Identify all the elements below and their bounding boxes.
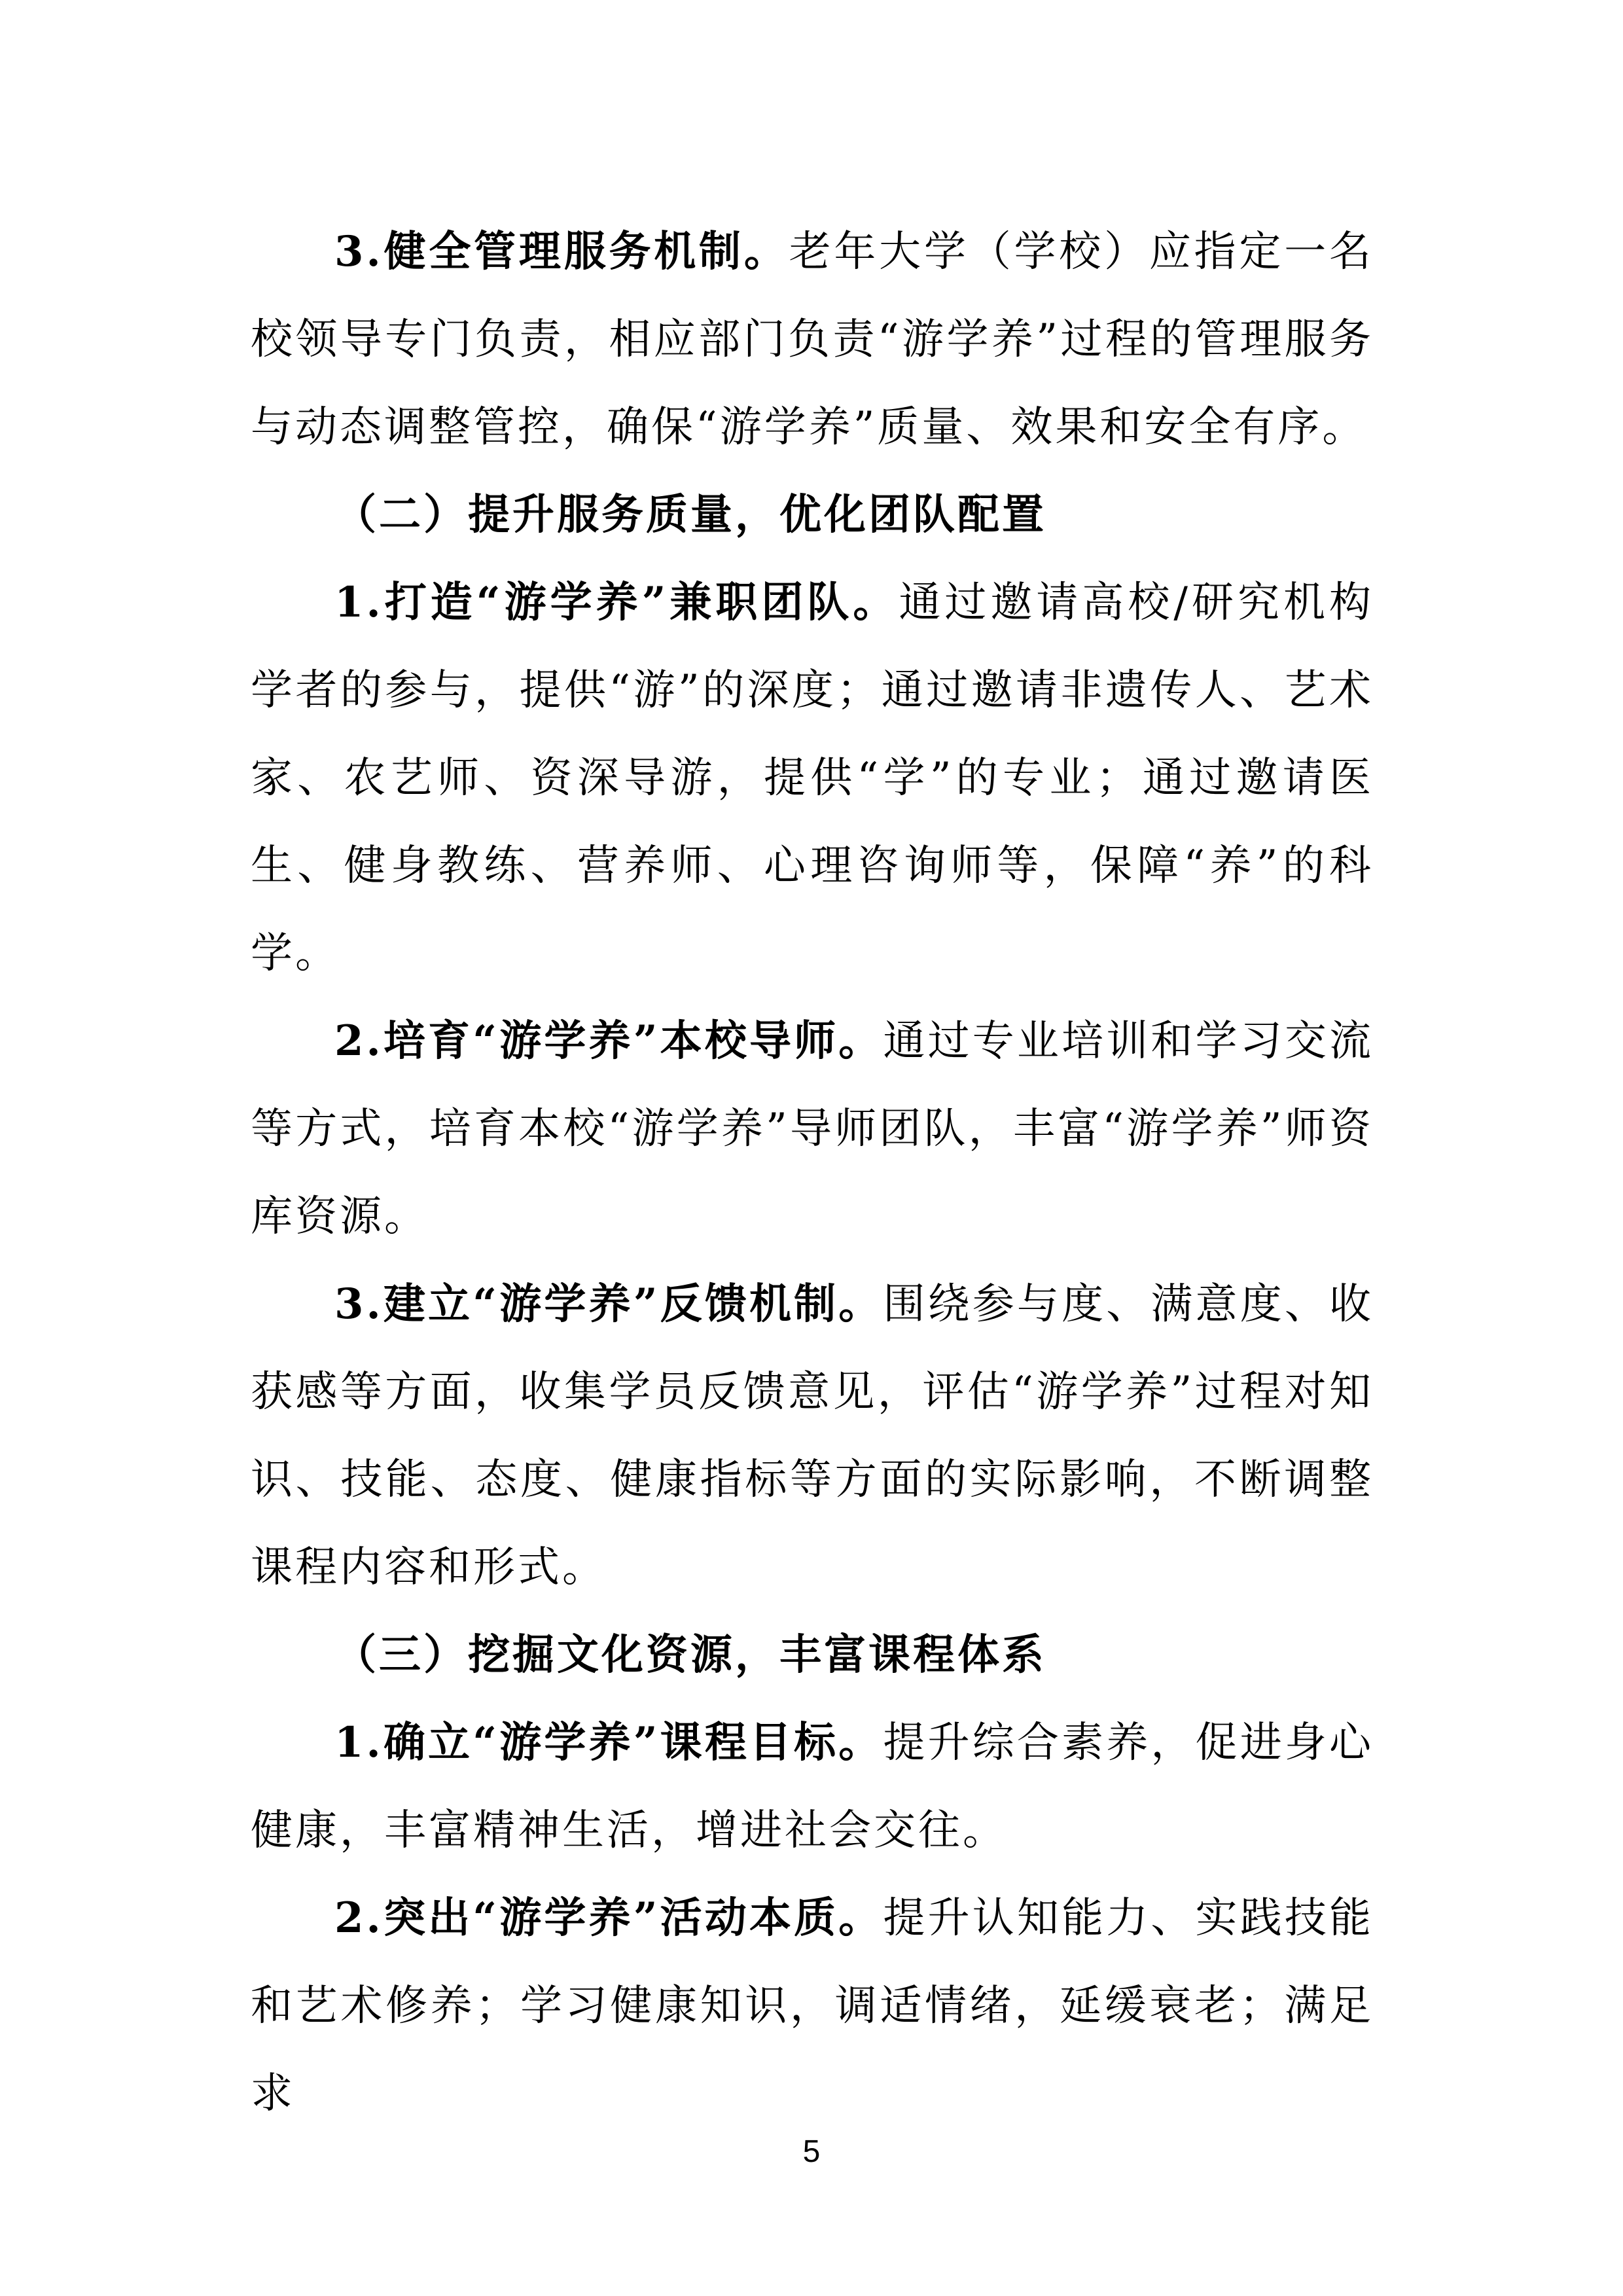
- paragraph-course-objectives: [251, 1699, 1374, 1874]
- paragraph-body: 提升综合素养，促进身心健康，丰富精神生活，增进社会交往。: [251, 1719, 1374, 1855]
- paragraph-lead: 1.确立“游学养”课程目标。: [334, 1718, 883, 1767]
- paragraph-body: 通过专业培训和学习交流等方式，培育本校“游学养”导师团队，丰富“游学养”师资库资源。: [251, 1017, 1374, 1241]
- paragraph-feedback-mechanism: [251, 1261, 1374, 1611]
- paragraph-body: 老年大学（学校）应指定一名校领导专门负责，相应部门负责“游学养”过程的管理服务与动态调整管控，确保“游学养”质量、效果和安全有序。: [251, 228, 1374, 452]
- paragraph-management-mechanism: [251, 208, 1374, 471]
- paragraph-lead: 1.打造“游学养”兼职团队。: [334, 578, 899, 627]
- paragraph-lead: 2.突出“游学养”活动本质。: [334, 1893, 883, 1943]
- paragraph-part-time-team: [251, 559, 1374, 997]
- paragraph-activity-essence: [251, 1874, 1374, 2138]
- section-heading-cultural-resources: （三）挖掘文化资源，丰富课程体系: [334, 1630, 1046, 1679]
- document-body: [251, 208, 1374, 2138]
- section-heading-service-quality: （二）提升服务质量，优化团队配置: [334, 490, 1046, 539]
- paragraph-lead: 3.健全管理服务机制。: [334, 227, 789, 276]
- paragraph-lead: 3.建立“游学养”反馈机制。: [334, 1280, 883, 1329]
- paragraph-lead: 2.培育“游学养”本校导师。: [334, 1016, 883, 1066]
- page-number: 5: [802, 2134, 821, 2169]
- paragraph-body: 提升认知能力、实践技能和艺术修养；学习健康知识，调适情绪，延缓衰老；满足求: [251, 1894, 1374, 2118]
- paragraph-body: 围绕参与度、满意度、收获感等方面，收集学员反馈意见，评估“游学养”过程对知识、技能、态度、健康指标等方面的实际影响，不断调整课程内容和形式。: [251, 1280, 1374, 1592]
- paragraph-body: 通过邀请高校/研究机构学者的参与，提供“游”的深度；通过邀请非遗传人、艺术家、农艺师、资深导游，提供“学”的专业；通过邀请医生、健身教练、营养师、心理咨询师等，保障“养”的科学。: [251, 579, 1374, 978]
- paragraph-school-tutors: [251, 997, 1374, 1261]
